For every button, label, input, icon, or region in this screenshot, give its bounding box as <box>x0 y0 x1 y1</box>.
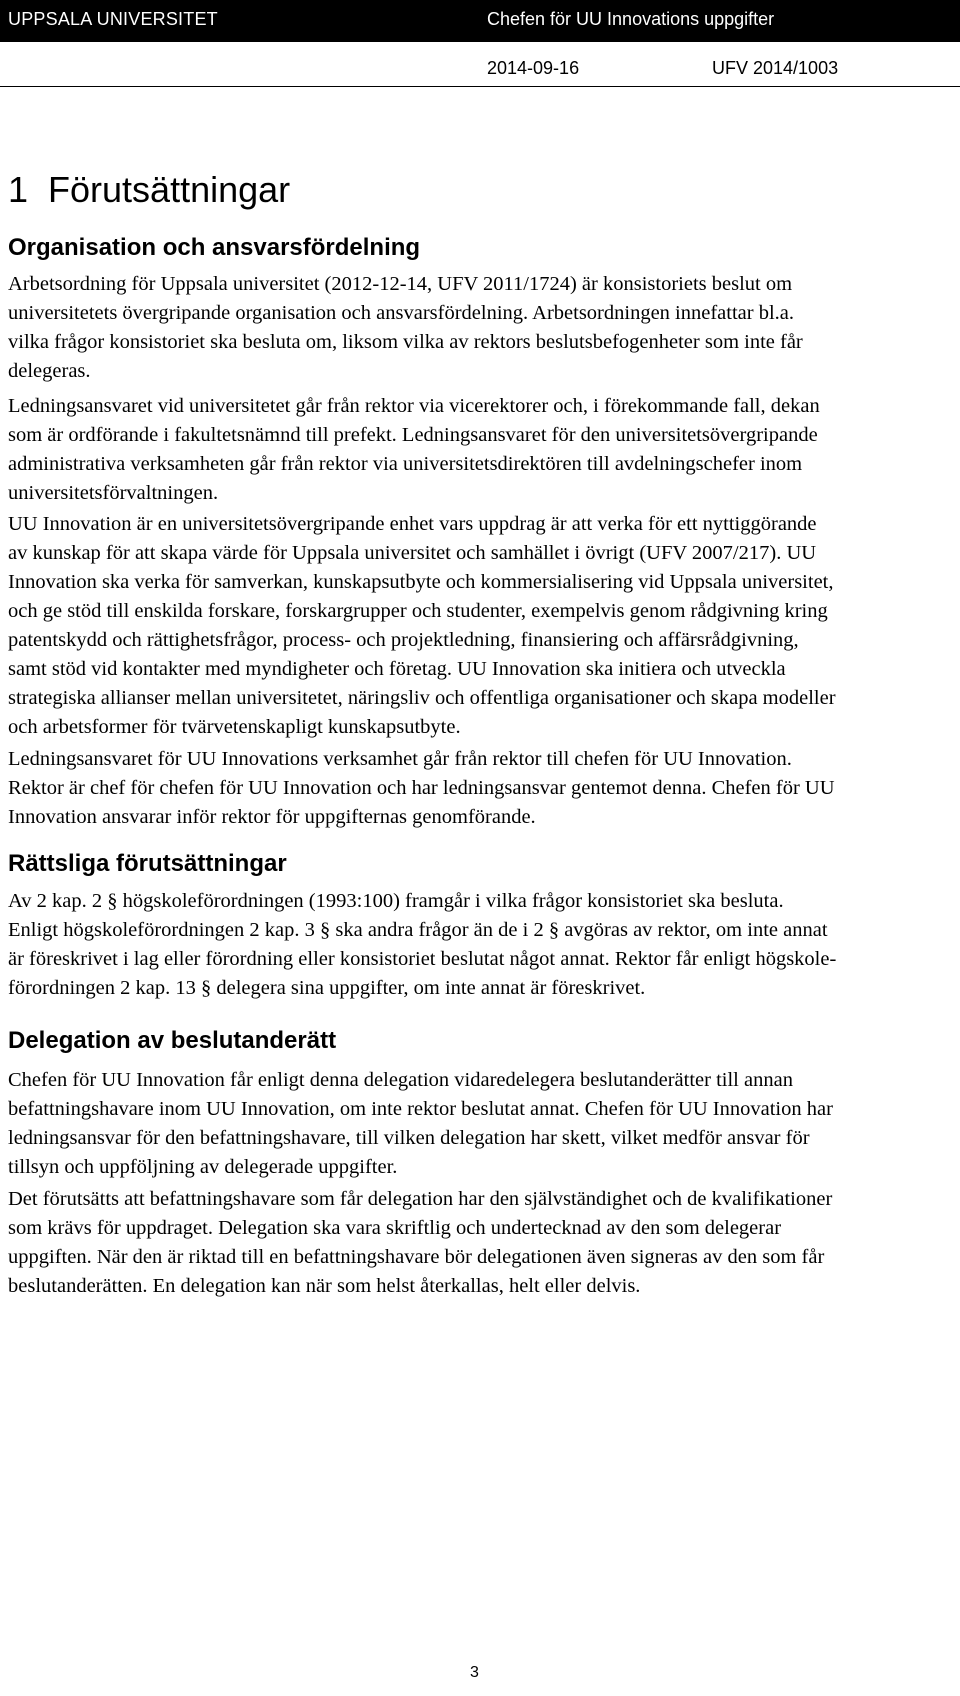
text-line: beslutanderätten. En delegation kan när som helst återkallas, helt eller delvis. <box>8 1275 641 1297</box>
paragraph <box>8 887 954 1003</box>
text-line: befattningshavare inom UU Innovation, om inte rektor beslutat annat. Chefen för UU Innovation har <box>8 1098 833 1120</box>
text-line: samt stöd vid kontakter med myndigheter och företag. UU Innovation ska initiera och utveckla <box>8 658 786 680</box>
text-line: Ledningsansvaret vid universitetet går från rektor via vicerektorer och, i förekommande fall, dekan <box>8 395 820 417</box>
paragraph <box>8 1185 954 1301</box>
org-name: UPPSALA UNIVERSITET <box>8 9 218 29</box>
text-line: Rektor är chef för chefen för UU Innovation och har ledningsansvar gentemot denna. Chefen för UU <box>8 777 835 799</box>
header-divider <box>0 86 960 87</box>
text-line: vilka frågor konsistoriet ska besluta om, liksom vilka av rektors beslutsbefogenheter som inte får <box>8 331 803 353</box>
text-line: Enligt högskoleförordningen 2 kap. 3 § ska andra frågor än de i 2 § avgöras av rektor, om inte annat <box>8 919 828 941</box>
text-line: är föreskrivet i lag eller förordning eller konsistoriet beslutat något annat. Rektor får enligt högskole- <box>8 948 837 970</box>
text-line: Innovation ska verka för samverkan, kunskapsutbyte och kommersialisering vid Uppsala universitet, <box>8 571 834 593</box>
text-line: universitetets övergripande organisation och ansvarsfördelning. Arbetsordningen innefattar bl.a. <box>8 302 794 324</box>
text-line: universitetsförvaltningen. <box>8 482 219 504</box>
text-line: Av 2 kap. 2 § högskoleförordningen (1993:100) framgår i vilka frågor konsistoriet ska besluta. <box>8 890 784 912</box>
text-line: av kunskap för att skapa värde för Uppsala universitet och samhället i övrigt (UFV 2007/217). UU <box>8 542 817 564</box>
text-line: och arbetsformer för tvärvetenskapligt kunskapsutbyte. <box>8 716 461 738</box>
subsection-heading-delegation: Delegation av beslutanderätt <box>8 1027 337 1054</box>
subsection-heading-rattsliga: Rättsliga förutsättningar <box>8 850 287 877</box>
text-line: strategiska allianser mellan universitetet, näringsliv och offentliga organisationer och skapa modeller <box>8 687 836 709</box>
subsection-heading-organisation: Organisation och ansvarsfördelning <box>8 234 421 261</box>
paragraph <box>8 392 954 508</box>
document-title: Chefen för UU Innovations uppgifter <box>487 9 775 29</box>
text-line: ledningsansvar för den befattningshavare, till vilken delegation har skett, vilket medför ansvar för <box>8 1127 810 1149</box>
text-line: Chefen för UU Innovation får enligt denna delegation vidaredelegera beslutanderätter till annan <box>8 1069 793 1091</box>
paragraph <box>8 745 954 832</box>
text-line: administrativa verksamheten går från rektor via universitetsdirektören till avdelningschefer inom <box>8 453 803 475</box>
text-line: Arbetsordning för Uppsala universitet (2012-12-14, UFV 2011/1724) är konsistoriets beslut om <box>8 273 793 295</box>
paragraph <box>8 1066 954 1182</box>
document-reference: UFV 2014/1003 <box>712 58 839 78</box>
header-bar <box>0 0 960 42</box>
paragraph <box>8 510 954 742</box>
text-line: Ledningsansvaret för UU Innovations verksamhet går från rektor till chefen för UU Innovation. <box>8 748 792 770</box>
text-line: uppgiften. När den är riktad till en befattningshavare bör delegationen även signeras av den som får <box>8 1246 825 1268</box>
text-line: delegeras. <box>8 360 91 382</box>
text-line: tillsyn och uppföljning av delegerade uppgifter. <box>8 1156 398 1178</box>
text-line: och ge stöd till enskilda forskare, forskargrupper och studenter, exempelvis genom rådgivning kring <box>8 600 828 622</box>
text-line: som är ordförande i fakultetsnämnd till prefekt. Ledningsansvaret för den universitetsövergripande <box>8 424 818 446</box>
document-date: 2014-09-16 <box>487 58 580 78</box>
section-heading: 1 Förutsättningar <box>8 169 291 210</box>
text-line: förordningen 2 kap. 13 § delegera sina uppgifter, om inte annat är föreskrivet. <box>8 977 646 999</box>
text-line: UU Innovation är en universitetsövergripande enhet vars uppdrag är att verka för ett nyttiggörande <box>8 513 817 535</box>
page-number: 3 <box>470 1664 479 1681</box>
text-line: patentskydd och rättighetsfrågor, process- och projektledning, finansiering och affärsrådgivning, <box>8 629 799 651</box>
text-line: som krävs för uppdraget. Delegation ska vara skriftlig och undertecknad av den som delegerar <box>8 1217 782 1239</box>
text-line: Innovation ansvarar inför rektor för uppgifternas genomförande. <box>8 806 536 828</box>
paragraph <box>8 270 954 386</box>
text-line: Det förutsätts att befattningshavare som får delegation har den självständighet och de kvalifikationer <box>8 1188 833 1210</box>
